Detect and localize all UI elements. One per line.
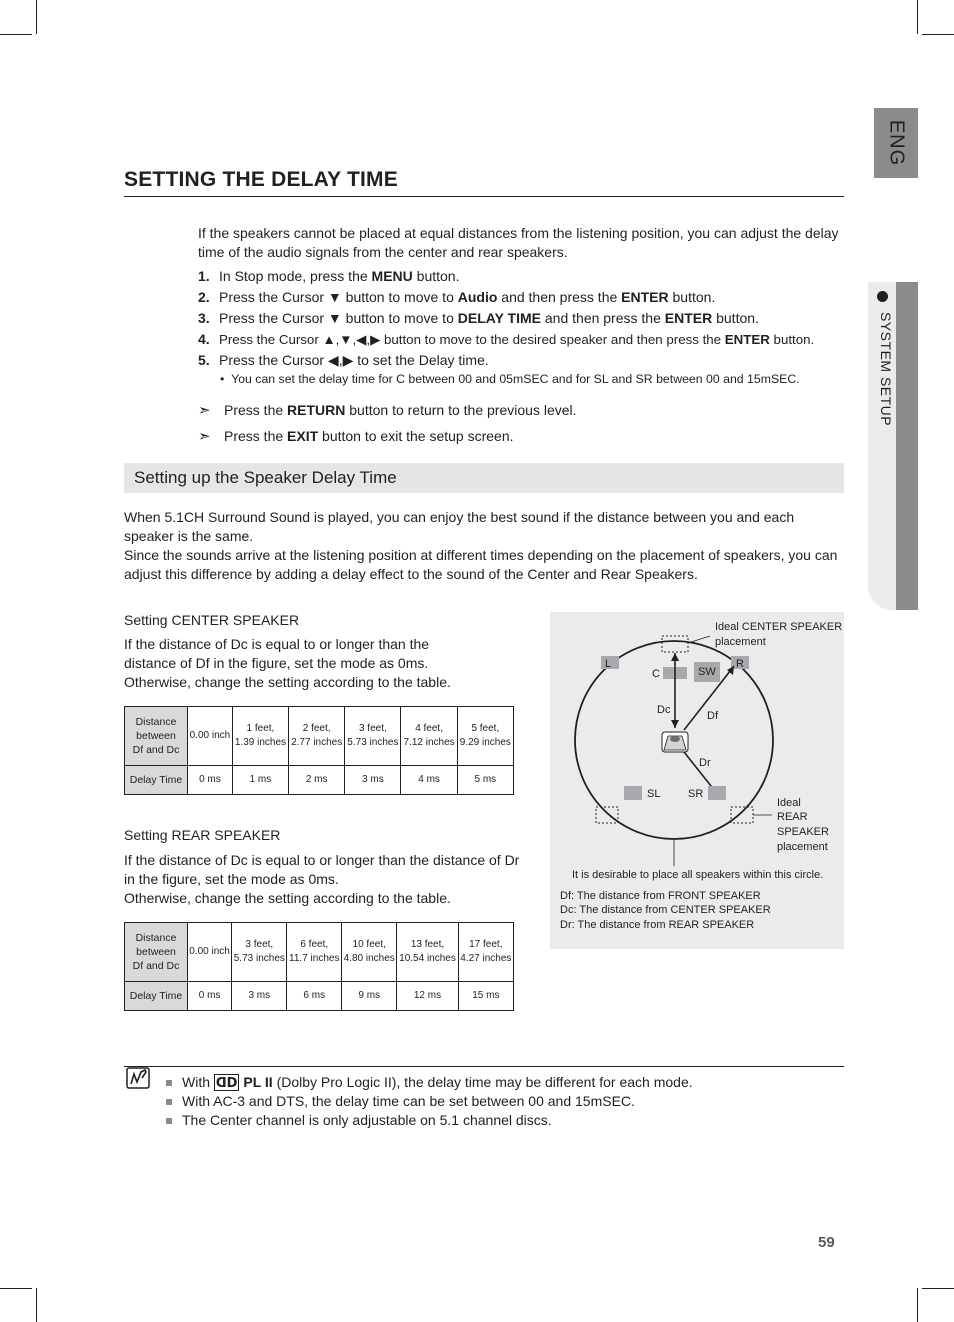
step-key: ENTER — [724, 332, 770, 347]
note-text: With AC-3 and DTS, the delay time can be set between 00 and 15mSEC. — [182, 1093, 635, 1109]
table-cell — [457, 707, 513, 766]
legend-dc: Dc: The distance from CENTER SPEAKER — [560, 904, 771, 916]
header-text: between — [136, 946, 176, 958]
header-text: between — [136, 730, 176, 742]
table-cell: 5 ms — [457, 766, 513, 795]
crop-mark — [36, 1288, 37, 1322]
body-p2-line1: Since the sounds arrive at the listening position at different times depending on the placement of speakers, you can — [124, 547, 838, 563]
bullet-square-icon — [166, 1099, 172, 1105]
step-text: and then press the — [541, 310, 665, 326]
cell-text: 5.73 inches — [347, 737, 399, 748]
cell-text: 10.54 inches — [399, 953, 456, 964]
language-label: ENG — [885, 119, 908, 167]
body-p1-line2: speaker is the same. — [124, 528, 254, 544]
ideal-rear-label: Ideal — [777, 797, 801, 809]
note-text: button to exit the setup screen. — [318, 428, 514, 444]
note-text: With — [182, 1074, 214, 1090]
cell-text: 17 feet, — [469, 939, 503, 950]
step-key: ENTER — [621, 289, 669, 305]
center-speaker-heading: Setting CENTER SPEAKER — [124, 612, 300, 628]
ideal-rear-right-box — [731, 807, 753, 823]
note-pencil-icon — [126, 1066, 152, 1090]
surround-left-label: SL — [647, 788, 661, 800]
step-key: MENU — [371, 268, 413, 284]
table-cell — [401, 707, 457, 766]
table-cell: 3 ms — [345, 766, 401, 795]
step-key: DELAY TIME — [457, 310, 541, 326]
cell-text: 2 feet, — [302, 723, 331, 734]
bottom-note-3 — [166, 1112, 552, 1128]
cell-text: 2.77 inches — [291, 737, 343, 748]
header-text: Distance — [135, 932, 177, 944]
table-cell: 6 ms — [287, 982, 342, 1011]
bottom-note-1 — [166, 1074, 693, 1091]
diagram-svg — [550, 612, 844, 949]
table-cell — [342, 923, 397, 982]
step-text: Press the Cursor ◀,▶ to set the Delay time. — [219, 352, 489, 368]
bullet-square-icon — [166, 1118, 172, 1124]
step-key: ENTER — [664, 310, 713, 326]
note-text: Press the — [224, 428, 288, 444]
crop-mark — [917, 0, 918, 34]
cell-text: 0.00 inch — [189, 730, 231, 741]
cell-text: 5.73 inches — [233, 953, 285, 964]
step-2 — [198, 288, 715, 307]
table-cell — [458, 923, 513, 982]
df-label: Df — [707, 710, 718, 722]
table-cell: 0 ms — [188, 982, 232, 1011]
table-cell — [232, 923, 287, 982]
cell-text: 7.12 inches — [403, 737, 455, 748]
center-speaker-label: C — [652, 668, 660, 680]
note-key: EXIT — [287, 428, 319, 444]
table-cell — [397, 923, 458, 982]
section-label: SYSTEM SETUP — [878, 312, 894, 427]
cell-text: 10 feet, — [352, 939, 386, 950]
cell-text: 4.27 inches — [460, 953, 512, 964]
ideal-rear-left-box — [596, 807, 618, 823]
rear-speaker-heading: Setting REAR SPEAKER — [124, 827, 281, 843]
step-number: 4. — [198, 331, 210, 347]
cell-text: 1 feet, — [246, 723, 275, 734]
table-cell — [232, 707, 288, 766]
table-cell: 0 ms — [188, 766, 233, 795]
page-title: SETTING THE DELAY TIME — [124, 168, 844, 197]
crop-mark — [36, 0, 37, 34]
rear-delay-table — [124, 922, 514, 1011]
crop-mark — [922, 34, 954, 35]
step-number: 3. — [198, 310, 210, 326]
note-return — [198, 401, 577, 419]
cell-text: 3 feet, — [358, 723, 387, 734]
cell-text: 6 feet, — [300, 939, 329, 950]
section-tab — [868, 282, 918, 610]
legend-df: Df: The distance from FRONT SPEAKER — [560, 890, 761, 902]
header-text: Distance — [135, 716, 177, 728]
step-bullet — [220, 370, 800, 389]
note-key: RETURN — [287, 402, 346, 418]
cell-text: 5 feet, — [471, 723, 500, 734]
surround-right-icon — [708, 786, 726, 800]
subheading: Setting up the Speaker Delay Time — [134, 468, 397, 487]
ideal-center-label: placement — [715, 636, 766, 648]
note-text: The Center channel is only adjustable on 5.1 channel discs. — [182, 1112, 552, 1128]
body-p1-line1: When 5.1CH Surround Sound is played, you can enjoy the best sound if the distance between you and each — [124, 509, 795, 525]
crop-mark — [0, 34, 32, 35]
table-cell: 12 ms — [397, 982, 458, 1011]
step-key: Audio — [457, 289, 498, 305]
step-1 — [198, 267, 459, 286]
ideal-rear-label: SPEAKER — [777, 826, 829, 838]
table-cell — [188, 923, 232, 982]
intro-line-2: time of the audio signals from the center and rear speakers. — [198, 244, 568, 260]
step-text: In Stop mode, press the — [219, 268, 372, 284]
step-text: button. — [668, 289, 716, 305]
center-line-3: Otherwise, change the setting according to the table. — [124, 674, 451, 690]
crop-mark — [922, 1288, 954, 1289]
cell-text: 9.29 inches — [459, 737, 511, 748]
table-cell: 9 ms — [342, 982, 397, 1011]
table-cell — [289, 707, 345, 766]
step-3 — [198, 309, 759, 328]
table-header-cell — [125, 923, 188, 982]
right-speaker-label: R — [736, 658, 744, 670]
table-cell — [345, 707, 401, 766]
subwoofer-label: SW — [698, 666, 716, 678]
bottom-note-2 — [166, 1093, 635, 1109]
step-4 — [198, 330, 814, 349]
step-text: button. — [412, 268, 460, 284]
ideal-center-leader — [688, 636, 710, 643]
arrowhead-icon — [671, 653, 679, 661]
intro-line-1: If the speakers cannot be placed at equal distances from the listening position, you can adjust the delay — [198, 225, 839, 241]
dolby-logo-icon: ᗡᗞ — [215, 1075, 238, 1090]
speaker-placement-diagram — [550, 612, 844, 949]
rear-line-1: If the distance of Dc is equal to or longer than the distance of Dr — [124, 852, 520, 868]
table-row — [125, 766, 514, 795]
ideal-rear-label: placement — [777, 841, 828, 853]
step-text: button. — [769, 332, 815, 347]
rear-line-2: in the figure, set the mode as 0ms. — [124, 871, 339, 887]
table-header-cell: Delay Time — [125, 982, 188, 1011]
step-number: 2. — [198, 289, 210, 305]
page-number: 59 — [818, 1234, 835, 1251]
table-cell — [188, 707, 233, 766]
step-bullet-text: You can set the delay time for C between 00 and 05mSEC and for SL and SR between 00 and 15mSEC. — [231, 372, 800, 386]
surround-right-label: SR — [688, 788, 704, 800]
note-text: button to return to the previous level. — [345, 402, 577, 418]
note-exit — [198, 427, 514, 445]
arrow-icon: ➣ — [198, 402, 211, 419]
table-header-cell — [125, 707, 188, 766]
table-row — [125, 923, 514, 982]
center-line-2: distance of Df in the figure, set the mode as 0ms. — [124, 655, 429, 671]
table-cell: 1 ms — [232, 766, 288, 795]
cell-text: 0.00 inch — [189, 946, 230, 957]
language-tab — [874, 108, 918, 178]
step-5 — [198, 351, 489, 370]
cell-text: 1.39 inches — [234, 737, 287, 748]
cell-text: 3 feet, — [245, 939, 274, 950]
step-number: 1. — [198, 268, 210, 284]
listener-icon — [662, 732, 688, 752]
bullet-dot: • — [220, 372, 232, 386]
center-delay-table — [124, 706, 514, 795]
crop-mark — [917, 1288, 918, 1322]
dr-label: Dr — [699, 757, 711, 769]
left-speaker-label: L — [605, 658, 612, 670]
header-text: Df and Dc — [132, 960, 180, 972]
cell-text: 4.80 inches — [343, 953, 395, 964]
step-text: Press the Cursor ▼ button to move to — [219, 289, 458, 305]
header-text: Df and Dc — [132, 744, 180, 756]
rear-line-3: Otherwise, change the setting according to the table. — [124, 890, 451, 906]
surround-left-icon — [624, 786, 642, 800]
center-line-1: If the distance of Dc is equal to or longer than the — [124, 636, 430, 652]
step-text: Press the Cursor ▲,▼,◀,▶ button to move to the desired speaker and then press the — [219, 332, 725, 347]
note-text: (Dolby Pro Logic II), the delay time may be different for each mode. — [272, 1074, 693, 1090]
table-cell: 3 ms — [232, 982, 287, 1011]
dc-label: Dc — [657, 704, 671, 716]
note-key: PL II — [243, 1074, 273, 1090]
legend-dr: Dr: The distance from REAR SPEAKER — [560, 919, 755, 931]
table-cell — [287, 923, 342, 982]
ideal-center-label: Ideal CENTER SPEAKER — [715, 621, 843, 633]
table-cell: 2 ms — [289, 766, 345, 795]
bullet-square-icon — [166, 1080, 172, 1086]
ideal-center-box — [662, 636, 688, 652]
crop-mark — [0, 1288, 32, 1289]
table-cell: 4 ms — [401, 766, 457, 795]
circle-note: It is desirable to place all speakers within this circle. — [572, 869, 824, 881]
arrowhead-icon — [671, 720, 679, 728]
step-text: button. — [712, 310, 759, 326]
arrow-icon: ➣ — [198, 428, 211, 445]
bullet-dot-icon — [877, 291, 888, 302]
table-header-cell: Delay Time — [125, 766, 188, 795]
step-number: 5. — [198, 352, 210, 368]
table-row — [125, 707, 514, 766]
cell-text: 11.7 inches — [289, 953, 340, 964]
ideal-rear-label: REAR — [777, 811, 808, 823]
step-text: and then press the — [497, 289, 622, 305]
table-row — [125, 982, 514, 1011]
note-text: Press the — [224, 402, 288, 418]
notes-divider — [124, 1066, 844, 1067]
cell-text: 13 feet, — [410, 939, 445, 950]
step-text: Press the Cursor ▼ button to move to — [219, 310, 458, 326]
subheading-band — [124, 463, 844, 493]
table-cell: 15 ms — [458, 982, 513, 1011]
body-p2-line2: adjust this difference by adding a delay effect to the sound of the Center and Rear Speakers. — [124, 566, 698, 582]
cell-text: 4 feet, — [415, 723, 443, 734]
section-tab-bar — [896, 282, 918, 610]
